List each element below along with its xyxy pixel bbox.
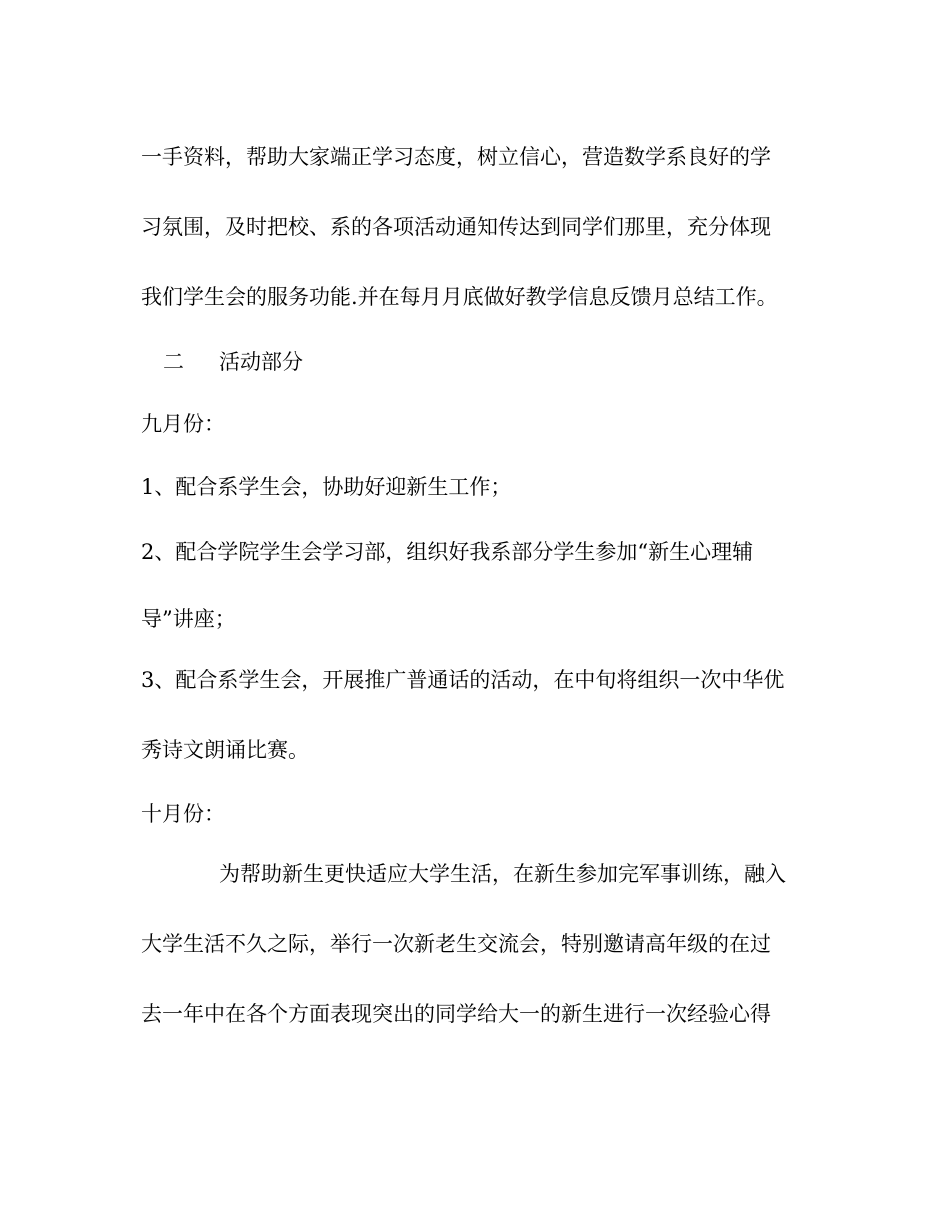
october-paragraph-line-3: 去一年中在各个方面表现突出的同学给大一的新生进行一次经验心得: [141, 1002, 771, 1026]
september-item-3: 3、配合系学生会，开展推广普通话的活动，在中旬将组织一次中华优: [141, 668, 785, 692]
october-label: 十月份：: [141, 802, 225, 826]
section-heading-number: 二: [163, 350, 184, 374]
paragraph-line-3: 我们学生会的服务功能.并在每月月底做好教学信息反馈月总结工作。: [141, 285, 778, 309]
paragraph-line-1: 一手资料，帮助大家端正学习态度，树立信心，营造数学系良好的学: [141, 145, 771, 169]
paragraph-line-2: 习氛围，及时把校、系的各项活动通知传达到同学们那里，充分体现: [141, 215, 771, 239]
section-heading-title: 活动部分: [219, 350, 303, 374]
october-paragraph-line-1: 为帮助新生更快适应大学生活，在新生参加完军事训练，融入: [219, 862, 786, 886]
september-item-1: 1、配合系学生会，协助好迎新生工作；: [141, 475, 512, 499]
october-paragraph-line-2: 大学生活不久之际，举行一次新老生交流会，特别邀请高年级的在过: [141, 932, 771, 956]
section-heading: [163, 348, 303, 376]
september-label: 九月份：: [141, 412, 225, 436]
september-item-3-continued: 秀诗文朗诵比赛。: [141, 738, 309, 762]
september-item-2: 2、配合学院学生会学习部，组织好我系部分学生参加“新生心理辅: [141, 540, 754, 564]
september-item-2-continued: 导”讲座；: [141, 607, 236, 631]
